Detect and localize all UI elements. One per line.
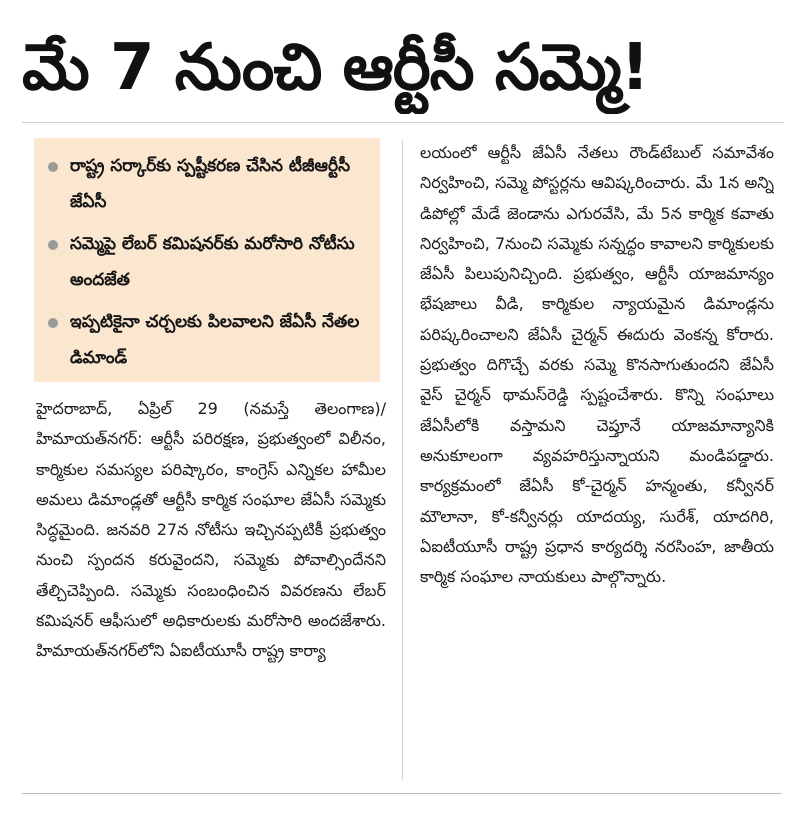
bullet-icon: [48, 318, 58, 328]
headline-divider: [22, 122, 784, 123]
bullet-icon: [48, 240, 58, 250]
highlight-text: రాష్ట్ర సర్కార్‌కు స్పష్టీకరణ చేసిన టీజీఆర్టీసీ జేఏసీ: [70, 156, 350, 212]
highlights-box: [34, 138, 380, 382]
column-divider: [402, 140, 403, 780]
highlight-item: [48, 226, 370, 298]
highlight-item: [48, 148, 370, 220]
article-right-column: లయంలో ఆర్టీసీ జేఏసీ నేతలు రౌండ్‌టేబుల్‌ సమావేశం నిర్వహించి, సమ్మె పోస్టర్లను ఆవిష్కరించారు. మే 1న అన్ని డిపోల్లో మేడే జెండాను ఎగురవేసి, మే 5న కార్మిక కవాతు నిర్వహించి, 7నుంచి సమ్మెకు సన్నద్ధం కావాలని కార్మికులకు జేఏసీ పిలుపునిచ్చింది. ప్రభుత్వం, ఆర్టీసీ యాజమాన్యం భేషజాలు వీడి, కార్మికుల న్యాయమైన డిమాండ్లను పరిష్కరించాలని జేఏసీ చైర్మన్‌ ఈదురు వెంకన్న కోరారు. ప్రభుత్వం దిగొచ్చే వరకు సమ్మె కొనసాగుతుందని జేఏసీ వైస్‌ చైర్మన్‌ థామస్‌రెడ్డి స్పష్టంచేశారు. కొన్ని సంఘాలు జేఏసీలోకి వస్తామని చెప్తూనే యాజమాన్యానికి అనుకూలంగా వ్యవహరిస్తున్నాయని మండిపడ్డారు. కార్యక్రమంలో జేఏసీ కో-చైర్మన్‌ హన్మంతు, కన్వీనర్‌ మౌలానా, కో-కన్వీనర్లు యాదయ్య, సురేశ్‌, యాదగిరి, ఏఐటీయూసీ రాష్ట్ర ప్రధాన కార్యదర్శి నరసింహ, జాతీయ కార్మిక సంఘాల నాయకులు పాల్గొన్నారు.: [420, 143, 774, 587]
highlight-item: [48, 304, 370, 376]
headline: మే 7 నుంచి ఆర్టీసీ సమ్మె!: [22, 31, 649, 105]
article-left-column: హైదరాబాద్‌, ఏప్రిల్‌ 29 (నమస్తే తెలంగాణ)/హిమాయత్‌నగర్‌: ఆర్టీసీ పరిరక్షణ, ప్రభుత్వంలో విలీనం, కార్మికుల సమస్యల పరిష్కారం, కాంగ్రెస్‌ ఎన్నికల హామీల అమలు డిమాండ్లతో ఆర్టీసీ కార్మిక సంఘాల జేఏసీ సమ్మెకు సిద్ధమైంది. జనవరి 27న నోటీసు ఇచ్చినప్పటికీ ప్రభుత్వం నుంచి స్పందన కరువైందని, సమ్మెకు పోవాల్సిందేనని తేల్చిచెప్పింది. సమ్మెకు సంబంధించిన వివరణను లేబర్‌ కమిషనర్‌ ఆఫీసులో అధికారులకు మరోసారి అందజేశారు. హిమాయత్‌నగర్‌లోని ఏఐటీయూసీ రాష్ట్ర కార్యా: [36, 399, 386, 661]
highlight-text: సమ్మెపై లేబర్‌ కమిషనర్‌కు మరోసారి నోటీసు అందజేత: [70, 234, 355, 290]
bullet-icon: [48, 162, 58, 172]
bottom-divider: [22, 793, 782, 794]
highlight-text: ఇప్పటికైనా చర్చలకు పిలవాలని జేఏసీ నేతల డిమాండ్‌: [70, 312, 360, 368]
